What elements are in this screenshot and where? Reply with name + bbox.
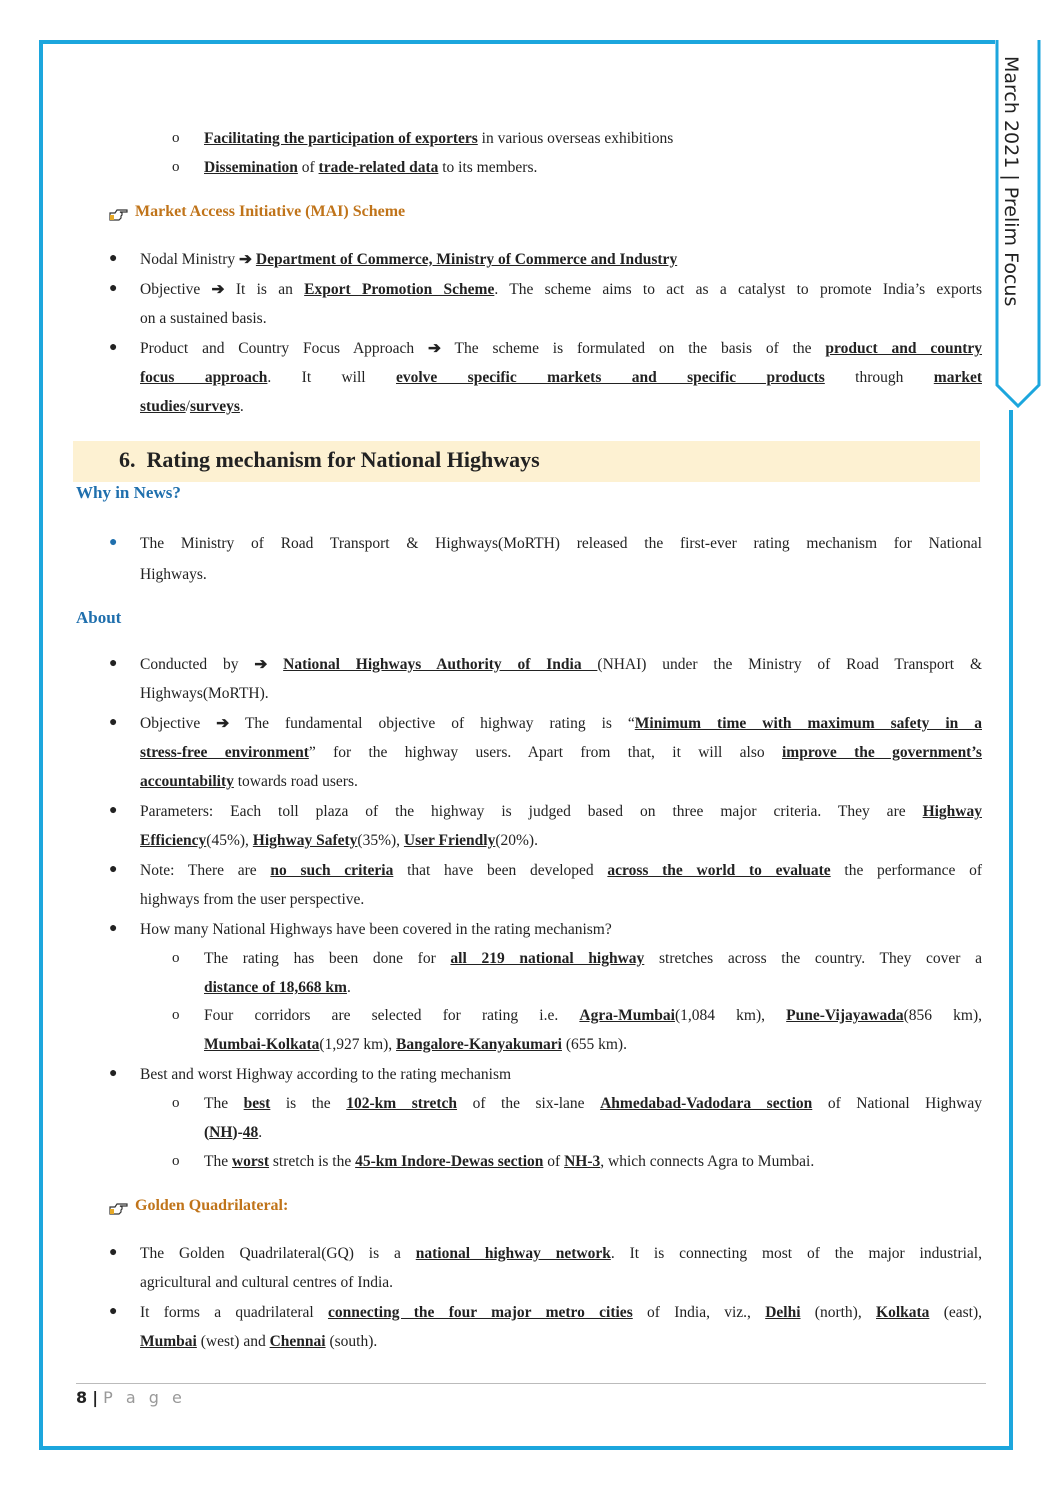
bullet-icon: ● bbox=[109, 340, 118, 355]
side-label: March 2021 | Prelim Focus bbox=[1000, 56, 1022, 307]
list-item: How many National Highways have been covered in the rating mechanism? bbox=[140, 921, 612, 938]
list-item-continuation: Highways. bbox=[140, 566, 207, 583]
bullet-icon: ● bbox=[109, 535, 118, 550]
page-footer: 8 | P a g e bbox=[76, 1388, 186, 1407]
list-item: The Ministry of Road Transport & Highways(MoRTH) released the first-ever rating mechanism for National bbox=[140, 535, 982, 552]
list-item-continuation: Highways(MoRTH). bbox=[140, 685, 269, 702]
list-item-continuation: accountability towards road users. bbox=[140, 773, 358, 790]
section-title: 6. Rating mechanism for National Highways bbox=[119, 447, 540, 472]
sub-bullet-icon: o bbox=[172, 1007, 180, 1023]
list-item: Nodal Ministry ➔ Department of Commerce, Ministry of Commerce and Industry bbox=[140, 251, 678, 268]
list-item-continuation: distance of 18,668 km. bbox=[204, 979, 351, 996]
section-subheading: Golden Quadrilateral: bbox=[135, 1197, 289, 1214]
footer-divider bbox=[76, 1383, 986, 1384]
pointing-hand-icon bbox=[109, 207, 129, 221]
list-item: Objective ➔ The fundamental objective of highway rating is “Minimum time with maximum safety in a bbox=[140, 715, 982, 732]
bullet-icon: ● bbox=[109, 1304, 118, 1319]
list-item: Four corridors are selected for rating i.e. Agra-Mumbai(1,084 km), Pune-Vijayawada(856 km), bbox=[204, 1007, 982, 1024]
why-in-news-heading: Why in News? bbox=[76, 483, 181, 502]
section-subheading: Market Access Initiative (MAI) Scheme bbox=[135, 203, 406, 220]
page-number: 8 bbox=[76, 1388, 88, 1407]
list-item: Best and worst Highway according to the rating mechanism bbox=[140, 1066, 512, 1083]
list-item-continuation: focus approach. It will evolve specific markets and specific products through market bbox=[140, 369, 982, 386]
list-item: Facilitating the participation of exporters in various overseas exhibitions bbox=[204, 130, 674, 147]
list-item-continuation: studies/surveys. bbox=[140, 398, 244, 415]
list-item: Conducted by ➔ National Highways Authority of India (NHAI) under the Ministry of Road Transport & bbox=[140, 656, 982, 673]
bullet-icon: ● bbox=[109, 656, 118, 671]
bullet-icon: ● bbox=[109, 862, 118, 877]
list-item-continuation: Mumbai-Kolkata(1,927 km), Bangalore-Kanyakumari (655 km). bbox=[204, 1036, 627, 1053]
list-item: The worst stretch is the 45-km Indore-Dewas section of NH-3, which connects Agra to Mumbai. bbox=[204, 1153, 815, 1170]
page-word: P a g e bbox=[103, 1388, 186, 1407]
bullet-icon: ● bbox=[109, 251, 118, 266]
sub-bullet-icon: o bbox=[172, 950, 180, 966]
list-item: The best is the 102-km stretch of the six-lane Ahmedabad-Vadodara section of National Highway bbox=[204, 1095, 983, 1112]
list-item: Product and Country Focus Approach ➔ The scheme is formulated on the basis of the product and country bbox=[140, 340, 982, 357]
list-item: Note: There are no such criteria that have been developed across the world to evaluate the performance of bbox=[140, 862, 982, 879]
bullet-icon: ● bbox=[109, 715, 118, 730]
list-item-continuation: stress-free environment” for the highway users. Apart from that, it will also improve the government’s bbox=[140, 744, 982, 761]
list-item: Parameters: Each toll plaza of the highway is judged based on three major criteria. They are Highway bbox=[140, 803, 982, 820]
bullet-icon: ● bbox=[109, 921, 118, 936]
bullet-icon: ● bbox=[109, 803, 118, 818]
about-heading: About bbox=[76, 608, 122, 627]
list-item: It forms a quadrilateral connecting the four major metro cities of India, viz., Delhi (north), Kolkata (east), bbox=[140, 1304, 983, 1321]
sub-bullet-icon: o bbox=[172, 1153, 180, 1169]
list-item: The rating has been done for all 219 national highway stretches across the country. They cover a bbox=[204, 950, 982, 967]
list-item: Objective ➔ It is an Export Promotion Scheme. The scheme aims to act as a catalyst to promote India’s exports bbox=[140, 281, 983, 298]
list-item: The Golden Quadrilateral(GQ) is a national highway network. It is connecting most of the major industrial, bbox=[140, 1245, 982, 1262]
list-item-continuation: (NH)-48. bbox=[204, 1124, 263, 1141]
list-item-continuation: Mumbai (west) and Chennai (south). bbox=[140, 1333, 378, 1350]
list-item-continuation: on a sustained basis. bbox=[140, 310, 267, 327]
sub-bullet-icon: o bbox=[172, 1095, 180, 1111]
list-item-continuation: highways from the user perspective. bbox=[140, 891, 365, 908]
pointing-hand-icon bbox=[109, 1201, 129, 1215]
bullet-icon: ● bbox=[109, 281, 118, 296]
list-item-continuation: agricultural and cultural centres of India. bbox=[140, 1274, 394, 1291]
bullet-icon: ● bbox=[109, 1066, 118, 1081]
list-item: Dissemination of trade-related data to its members. bbox=[204, 159, 538, 176]
sub-bullet-icon: o bbox=[172, 159, 180, 175]
list-item-continuation: Efficiency(45%), Highway Safety(35%), User Friendly(20%). bbox=[140, 832, 538, 849]
bullet-icon: ● bbox=[109, 1245, 118, 1260]
sub-bullet-icon: o bbox=[172, 130, 180, 146]
